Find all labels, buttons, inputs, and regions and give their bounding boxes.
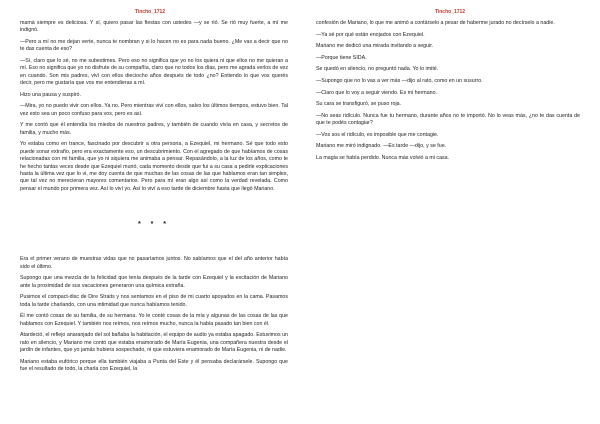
paragraph: Se quedó en silencio, no preguntó nada. Yo lo imité. bbox=[316, 66, 439, 73]
paragraph: Atardeció, el reflejo anaranjado del sol bañaba la habitación, el equipo de audio ya estaba apagado. Estuvimos un rato en silencio, y Mariano me contó que estaba enamorado de María Eugenia, una compañera nuestra desde el jardín de infantes, que yo jamás hubiera sospechado, ni que estuviera enamorado de María Eugenia, ni de nadie. bbox=[20, 332, 288, 354]
paragraph: Era el primer verano de muestras vidas que no pasaríamos juntos. No sabíamos que el del año anterior había sido el último. bbox=[20, 256, 288, 270]
paragraph: —Pero a mí no me dejan verte, nunca te nombran y si lo hacen no es para nada bueno. ¿Me vas a decir que no te das cuenta de eso? bbox=[20, 39, 288, 53]
paragraph: —Porque tiene SIDA. bbox=[316, 54, 367, 61]
paragraph: confesión de Mariano, lo que me animó a contárselo a pesar de haberme jurado no decírselo a nadie. bbox=[316, 20, 555, 26]
text-block-bottom bbox=[20, 256, 288, 373]
paragraph: Yo estaba como en trance, fascinado por descubrir a otra persona, a Ezequiel, mi hermano. Sé que todo esto puede sonar extraño, pero era exactamente eso, un descubrimiento. Con el agregado de que habíamos de cosas relacionadas con mi familia, que yo ni siquiera me animaba a pensar. Repasándolo, a la luz de los años, como te he hecho tantas veces desde que Ezequiel murió, cada momento desde que fui a su casa a pedirle explicaciones hasta la última vez que lo vi, me doy cuenta de que muchas de las cosas de las que hablamos eran tan simples, que tal vez no merecieran mayores comentarios. Pero para mí eran algo así como la verdad revelada. Como pensar el mundo por primera vez. Así lo viví yo. Así lo viví a eso tarde de diciembre hasta que llegó Mariano. bbox=[20, 141, 288, 192]
text-block-top bbox=[20, 20, 288, 193]
text-block bbox=[316, 20, 580, 162]
paragraph: —Sí, claro que lo sé, no me subestimes. Pero eso no significa que yo no los quiera ni que ellos no me quieran a mí. Eso no significa que yo no disfrute de su compañía, claro que no todos los días, pero me agrada verlos de vez en cuando. Son mis padres, viví con ellos dieciocho años después de todo ¿no? Entiendo lo que vos querés decir, pero me gustaría que vos me entendieras a mí. bbox=[20, 58, 288, 87]
right-page bbox=[300, 0, 600, 424]
paragraph: Y me contó que él entendía los miedos de nuestros padres, y también de cuando vivía en casa, y secretos de familia, y mucho más. bbox=[20, 122, 288, 136]
paragraph: —Ya sé por qué están enojados con Ezequiel. bbox=[316, 31, 425, 38]
paragraph: —Supongo que no lo vas a ver más —dijo al rato, como en un susurro. bbox=[316, 77, 483, 84]
paragraph: —No seas ridículo. Nunca fue tu hermano, durante años no te importó. No lo veas más, ¿no te das cuenta de que te podés contagiar? bbox=[316, 112, 580, 127]
paragraph: Hizo una pausa y suspiró. bbox=[20, 91, 81, 98]
paragraph: Supongo que una mezcla de la felicidad que tenía después de la tarde con Ezequiel y la excitación de Mariano ante la proximidad de sus vacaciones generaron una química extraña. bbox=[20, 275, 288, 289]
paragraph: —Mira, yo no puedo vivir con ellos. Ya no. Pero mientras viví con ellos, salvo los últimos tiempos, estuvo bien. Tal vez esto sea un poco confuso para vos, pero es así. bbox=[20, 103, 288, 117]
paragraph: Mariano me dedicó una mirada invitando a seguir. bbox=[316, 43, 434, 50]
paragraph: Su cara se transfiguró, se puso roja. bbox=[316, 101, 402, 108]
paragraph: La magia se había perdido. Nunca más volvió a mi casa. bbox=[316, 154, 450, 161]
paragraph: Él me contó cosas de su familia, de su hermana. Yo le conté cosas de la mía y algunas de las cosas de las que hablamos con Ezequiel. Y también nos reímos, nos reímos mucho, nunca la había pasado tan bien con él. bbox=[20, 313, 288, 327]
paragraph: Mariano me miró indignado. —Es tarde —dijo, y se fue. bbox=[316, 143, 447, 150]
running-head: Tincho_1712 bbox=[134, 9, 166, 15]
paragraph: —Vos sos el ridículo, es imposible que me contagie. bbox=[316, 131, 439, 138]
running-head: Tincho_1712 bbox=[434, 9, 466, 15]
paragraph: Mariano estaba eufórico porque ella también viajaba a Punta del Este y él pensaba declarársele. Supongo que fue el resultado de todo, la charla con Ezequiel, la bbox=[20, 358, 288, 373]
paragraph: —Claro que lo voy a seguir viendo. Es mi hermano. bbox=[316, 89, 438, 96]
paragraph: Pusimos el compact-disc de Dire Straits y nos sentamos en el piso de mi cuarto apoyados en la cama. Pasamos toda la tarde charlando, con una intimidad que nunca habíamos tenido. bbox=[20, 294, 288, 308]
paragraph: mamá siempre es deliciosa. Y sí, quiero pasar las fiestas con ustedes —y se rió. Se rió muy fuerte, a mí me indignó. bbox=[20, 20, 288, 34]
section-break: * * * bbox=[137, 221, 171, 229]
